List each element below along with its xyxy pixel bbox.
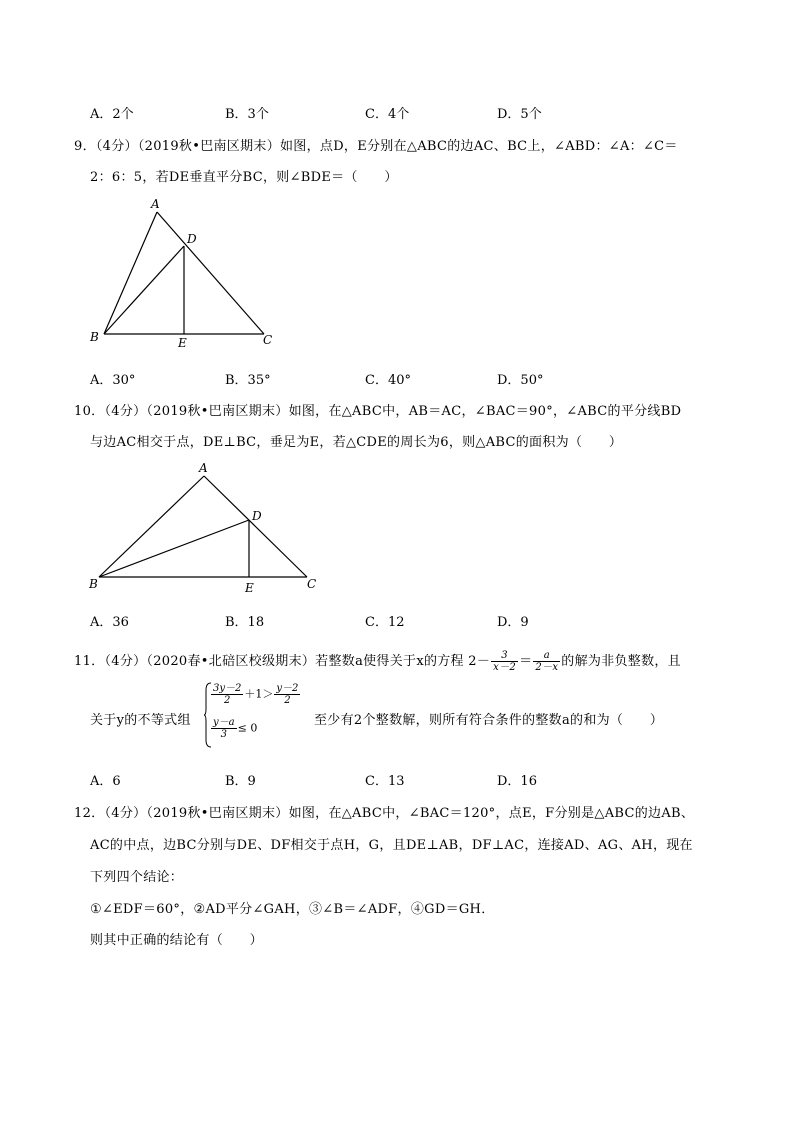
q9-label-c: C bbox=[263, 333, 273, 347]
q10-edge-ac bbox=[204, 476, 307, 577]
q9-edge-ac bbox=[157, 212, 264, 334]
q10-label-b: B bbox=[89, 577, 98, 591]
q11-stem-text-a: 11．（4分）（2020春•北碚区校级期末）若整数a使得关于x的方程 2－ bbox=[74, 654, 491, 669]
q9-option-b: B．35° bbox=[225, 373, 271, 388]
q8-option-a: A．2个 bbox=[90, 107, 134, 122]
q8-option-d: D．5个 bbox=[497, 107, 542, 122]
q9-segment-bd bbox=[104, 246, 184, 334]
q10-segment-bd bbox=[99, 520, 249, 577]
q11-option-a: A．6 bbox=[90, 774, 121, 789]
q11-row2-tail: ≤ 0 bbox=[237, 721, 258, 735]
q9-option-d: D．50° bbox=[497, 373, 544, 388]
q11-fraction-1-denominator: x－2 bbox=[493, 662, 517, 673]
q9-edge-ba bbox=[104, 212, 157, 334]
q11-stem-line2-prefix: 关于y的不等式组 bbox=[90, 713, 191, 728]
q11-stem-line1 bbox=[74, 650, 681, 673]
q9-label-e: E bbox=[178, 336, 187, 350]
q10-triangle-figure bbox=[85, 458, 325, 598]
q9-option-c: C．40° bbox=[365, 373, 411, 388]
q10-stem-line2: 与边AC相交于点，DE⊥BC，垂足为E，若△CDE的周长为6，则△ABC的面积为（ ） bbox=[90, 435, 623, 450]
q11-row1-fraction-1-denominator: 2 bbox=[224, 695, 231, 706]
q10-option-a: A．36 bbox=[90, 615, 129, 630]
q10-label-d: D bbox=[252, 509, 262, 523]
q11-row1-fraction-2-numerator: y－2 bbox=[276, 683, 299, 694]
q10-stem-line1: 10．（4分）（2019秋•巴南区期末）如图，在△ABC中，AB＝AC，∠BAC＝90°，∠ABC的平分线BD bbox=[74, 404, 682, 419]
q11-row1-fraction-1-numerator: 3y－2 bbox=[213, 683, 242, 694]
q12-stem-line1: 12．（4分）（2019秋•巴南区期末）如图，在△ABC中，∠BAC＝120°，点E，F分别是△ABC的边AB、 bbox=[74, 806, 695, 821]
q8-option-b: B．3个 bbox=[225, 107, 269, 122]
q9-triangle-figure bbox=[85, 195, 285, 355]
q11-fraction-1-numerator: 3 bbox=[491, 650, 518, 662]
q12-stem-line3: 下列四个结论： bbox=[90, 870, 184, 885]
q11-option-b: B．9 bbox=[225, 774, 256, 789]
q11-fraction-2 bbox=[533, 650, 560, 673]
q10-option-c: C．12 bbox=[365, 615, 405, 630]
q11-row2-fraction bbox=[211, 717, 237, 740]
q12-question: 则其中正确的结论有（ ） bbox=[90, 933, 263, 948]
q9-stem-line1: 9．（4分）（2019秋•巴南区期末）如图，点D，E分别在△ABC的边AC、BC上，∠ABD：∠A：∠C＝ bbox=[74, 139, 678, 154]
q11-fraction-2-denominator: 2－x bbox=[535, 662, 559, 673]
q10-label-e: E bbox=[245, 581, 254, 595]
q9-option-a: A．30° bbox=[90, 373, 136, 388]
q9-stem-line2: 2：6：5，若DE垂直平分BC，则∠BDE＝（ ） bbox=[90, 170, 398, 185]
q11-row1-fraction-1 bbox=[211, 683, 243, 706]
q8-option-c: C．4个 bbox=[365, 107, 410, 122]
q9-label-b: B bbox=[90, 330, 99, 344]
q10-label-a: A bbox=[199, 461, 208, 475]
q12-stem-line2: AC的中点，边BC分别与DE、DF相交于点H，G，且DE⊥AB，DF⊥AC，连接AD、AG、AH，现在 bbox=[90, 838, 693, 853]
q10-option-d: D．9 bbox=[497, 615, 529, 630]
q11-inequality-system bbox=[204, 682, 314, 748]
q10-option-b: B．18 bbox=[225, 615, 265, 630]
q11-option-d: D．16 bbox=[497, 774, 537, 789]
q10-edge-ba bbox=[99, 476, 204, 577]
q11-row2-fraction-numerator: y－a bbox=[213, 717, 235, 728]
q11-option-c: C．13 bbox=[365, 774, 405, 789]
q11-stem-line2-suffix: 至少有2个整数解，则所有符合条件的整数a的和为（ ） bbox=[314, 713, 664, 728]
q11-equals: ＝ bbox=[519, 654, 533, 669]
q11-inequality-row-2 bbox=[210, 717, 257, 740]
q11-row1-fraction-2 bbox=[274, 683, 300, 706]
q11-row1-middle: ＋1＞ bbox=[244, 687, 274, 701]
q10-label-c: C bbox=[307, 577, 317, 591]
q9-label-a: A bbox=[151, 197, 160, 211]
q11-row2-fraction-denominator: 3 bbox=[220, 729, 227, 740]
q11-inequality-row-1 bbox=[210, 683, 301, 706]
q9-label-d: D bbox=[187, 232, 197, 246]
q11-fraction-1 bbox=[491, 650, 518, 673]
q11-row1-fraction-2-denominator: 2 bbox=[284, 695, 291, 706]
q12-conclusions: ①∠EDF＝60°，②AD平分∠GAH，③∠B＝∠ADF，④GD＝GH． bbox=[90, 902, 495, 917]
q11-stem-text-b: 的解为非负整数，且 bbox=[561, 654, 681, 669]
q11-fraction-2-numerator: a bbox=[533, 650, 560, 662]
